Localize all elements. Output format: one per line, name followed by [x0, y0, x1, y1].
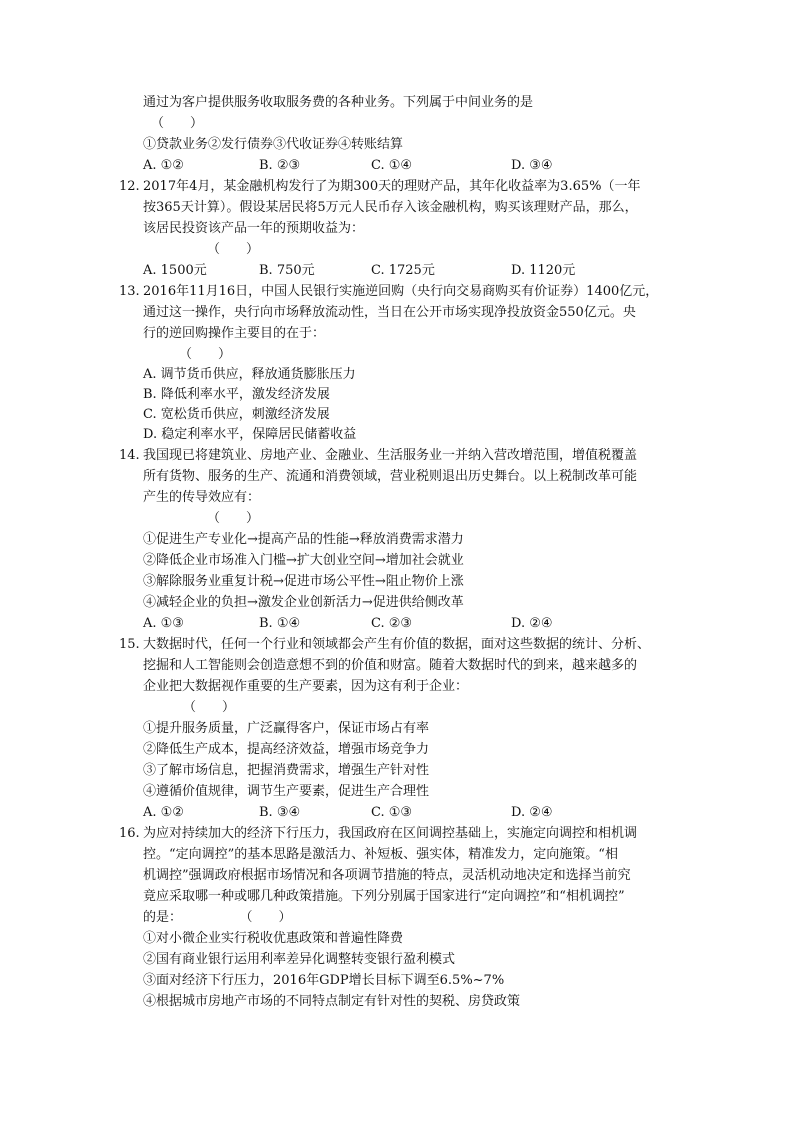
question-text-line: 挖掘和人工智能则会创造意想不到的价值和财富。随着大数据时代的到来，越来越多的: [143, 658, 638, 673]
question-text-line: 所有货物、服务的生产、流通和消费领域，营业税则退出历史舞台。以上税制改革可能: [143, 469, 638, 484]
question-number: 13.: [119, 284, 140, 299]
statement-list: ①贷款业务②发行债券③代收证券④转账结算: [143, 137, 404, 152]
question-12: [0, 176, 794, 281]
question-number: 12.: [119, 179, 140, 194]
answer-blank: （ ）: [151, 116, 204, 131]
question-text-line: 2017年4月，某金融机构发行了为期300天的理财产品，其年化收益率为3.65%（一年: [143, 179, 641, 194]
question-16: [0, 823, 794, 1012]
option-row: [0, 260, 794, 281]
option-a[interactable]: A. ①②: [143, 158, 184, 173]
answer-blank: （ ）: [179, 347, 232, 362]
question-text-line: 2016年11月16日，中国人民银行实施逆回购（央行向交易商购买有价证券）1400亿元，: [143, 284, 659, 299]
exam-page: [0, 92, 794, 1012]
question-text-line: 按365天计算）。假设某居民将5万元人民币存入该金融机构，购买该理财产品，那么，: [143, 200, 638, 215]
question-text-line: 控。“定向调控”的基本思路是激活力、补短板、强实体，精准发力，定向施策。“相: [143, 847, 618, 862]
question-number: 16.: [119, 826, 140, 841]
question-text-line: 机调控”强调政府根据市场情况和各项调节措施的特点，灵活机动地决定和选择当前究: [143, 868, 631, 883]
answer-blank: （ ）: [207, 242, 260, 257]
question-text-line: 产生的传导效应有：: [143, 490, 261, 505]
question-15: [0, 634, 794, 823]
answer-blank: （ ）: [207, 511, 260, 526]
question-14: [0, 445, 794, 634]
option-c[interactable]: C. 1725元: [371, 263, 435, 278]
option-c[interactable]: C. ①③: [371, 805, 413, 820]
option-row: [0, 613, 794, 634]
statement-2: ②国有商业银行运用利率差异化调整转变银行盈利模式: [143, 952, 456, 967]
statement-4: ④遵循价值规律，调节生产要素，促进生产合理性: [143, 784, 430, 799]
option-row: [0, 802, 794, 823]
statement-3: ③面对经济下行压力，2016年GDP增长目标下调至6.5%~7%: [143, 973, 505, 988]
option-c[interactable]: C. ①④: [371, 158, 413, 173]
option-a[interactable]: A. 调节货币供应，释放通货膨胀压力: [143, 367, 356, 382]
question-text-line: 行的逆回购操作主要目的在于：: [143, 326, 326, 341]
question-text-line: 为应对持续加大的经济下行压力，我国政府在区间调控基础上，实施定向调控和相机调: [143, 826, 638, 841]
statement-1: ①促进生产专业化→提高产品的性能→释放消费需求潜力: [143, 532, 464, 547]
question-13: [0, 281, 794, 445]
option-b[interactable]: B. ①④: [259, 616, 301, 631]
question-text-line: 我国现已将建筑业、房地产业、金融业、生活服务业一并纳入营改增范围，增值税覆盖: [143, 448, 638, 463]
statement-3: ③解除服务业重复计税→促进市场公平性→阻止物价上涨: [143, 574, 464, 589]
statement-1: ①对小微企业实行税收优惠政策和普遍性降费: [143, 931, 404, 946]
option-a[interactable]: A. ①②: [143, 805, 184, 820]
statement-2: ②降低生产成本，提高经济效益，增强市场竞争力: [143, 742, 430, 757]
statement-2: ②降低企业市场准入门槛→扩大创业空间→增加社会就业: [143, 553, 464, 568]
statement-1: ①提升服务质量，广泛赢得客户，保证市场占有率: [143, 721, 430, 736]
option-d[interactable]: D. ②④: [511, 616, 553, 631]
question-text-line: 竟应采取哪一种或哪几种政策措施。下列分别属于国家进行“定向调控”和“相机调控”: [143, 889, 625, 904]
question-11: [0, 92, 794, 176]
option-b[interactable]: B. ②③: [259, 158, 301, 173]
option-b[interactable]: B. ③④: [259, 805, 301, 820]
question-text-line: 的是：: [143, 910, 183, 925]
question-text: 通过为客户提供服务收取服务费的各种业务。下列属于中间业务的是: [143, 95, 534, 110]
option-b[interactable]: B. 降低利率水平，激发经济发展: [143, 387, 330, 402]
option-row: [0, 155, 794, 176]
question-number: 15.: [119, 637, 140, 652]
option-d[interactable]: D. ②④: [511, 805, 553, 820]
option-d[interactable]: D. 1120元: [511, 263, 576, 278]
statement-3: ③了解市场信息，把握消费需求，增强生产针对性: [143, 763, 430, 778]
question-number: 14.: [119, 448, 140, 463]
question-text-line: 该居民投资该产品一年的预期收益为：: [143, 221, 365, 236]
option-c[interactable]: C. ②③: [371, 616, 413, 631]
statement-4: ④减轻企业的负担→激发企业创新活力→促进供给侧改革: [143, 595, 464, 610]
option-d[interactable]: D. 稳定利率水平，保障居民储蓄收益: [143, 427, 357, 442]
option-a[interactable]: A. 1500元: [143, 263, 207, 278]
option-a[interactable]: A. ①③: [143, 616, 184, 631]
answer-blank: （ ）: [183, 700, 236, 715]
option-d[interactable]: D. ③④: [511, 158, 553, 173]
question-text-line: 大数据时代，任何一个行业和领域都会产生有价值的数据，面对这些数据的统计、分析、: [143, 637, 651, 652]
statement-4: ④根据城市房地产市场的不同特点制定有针对性的契税、房贷政策: [143, 994, 521, 1009]
answer-blank: （ ）: [246, 910, 292, 925]
option-c[interactable]: C. 宽松货币供应，刺激经济发展: [143, 407, 330, 422]
question-text-line: 通过这一操作，央行向市场释放流动性，当日在公开市场实现净投放资金550亿元。央: [143, 305, 636, 320]
question-text-line: 企业把大数据视作重要的生产要素，因为这有利于企业：: [143, 679, 469, 694]
option-b[interactable]: B. 750元: [259, 263, 315, 278]
